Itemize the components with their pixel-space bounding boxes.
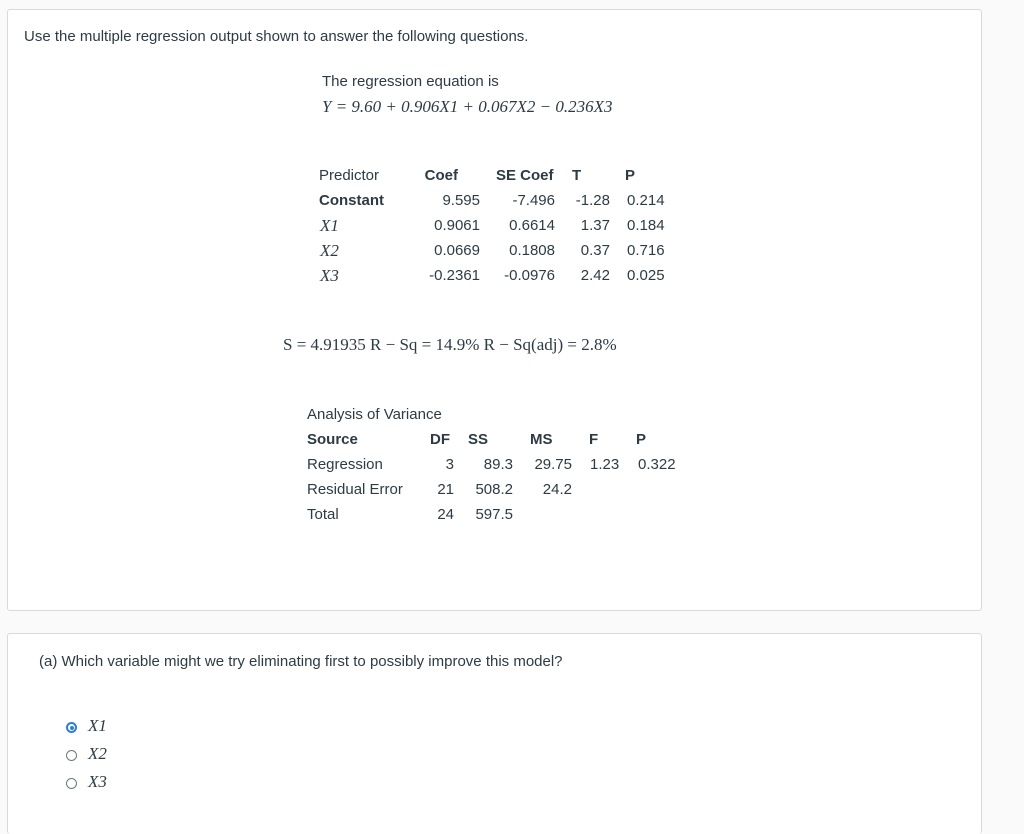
coef-row-coef: 9.595 — [442, 192, 480, 209]
anova-title: Analysis of Variance — [307, 406, 442, 423]
coef-row-coef: 0.9061 — [434, 217, 480, 234]
coef-header-secoef: SE Coef — [496, 167, 554, 184]
coef-row-secoef: -0.0976 — [504, 267, 555, 284]
anova-row-p: 0.322 — [638, 456, 676, 473]
anova-row-ms: 24.2 — [542, 481, 572, 498]
coef-row-p: 0.716 — [627, 242, 665, 259]
anova-row-f: 1.23 — [590, 456, 620, 473]
anova-header-p: P — [636, 431, 647, 448]
coef-row-p: 0.214 — [627, 192, 665, 209]
coef-row-coef: -0.2361 — [429, 267, 480, 284]
radio-x1-selected[interactable] — [66, 722, 77, 733]
coef-row-predictor: Constant — [319, 192, 384, 209]
anova-row-ss: 597.5 — [475, 506, 513, 523]
coef-row-t: 0.37 — [580, 242, 610, 259]
coef-header-predictor: Predictor — [319, 167, 380, 184]
coef-row-secoef: -7.496 — [512, 192, 555, 209]
coef-row-p: 0.184 — [627, 217, 665, 234]
coef-row-secoef: 0.6614 — [509, 217, 555, 234]
radio-x2[interactable] — [66, 750, 77, 761]
anova-row-df: 24 — [437, 506, 454, 523]
anova-header-source: Source — [307, 431, 358, 448]
anova-row-ms: 29.75 — [534, 456, 572, 473]
coef-row-t: -1.28 — [575, 192, 610, 209]
anova-row-source: Residual Error — [307, 481, 403, 498]
coef-row-secoef: 0.1808 — [509, 242, 555, 259]
option-label[interactable]: X1 — [88, 716, 107, 735]
equation-heading: The regression equation is — [322, 73, 499, 90]
option-label[interactable]: X3 — [88, 772, 107, 791]
anova-row-ss: 89.3 — [483, 456, 513, 473]
coef-header-p: P — [625, 167, 636, 184]
anova-header-ss: SS — [468, 431, 489, 448]
coef-row-coef: 0.0669 — [434, 242, 480, 259]
anova-row-source: Total — [307, 506, 339, 523]
anova-header-ms: MS — [530, 431, 553, 448]
option-label[interactable]: X2 — [88, 744, 107, 763]
anova-row-df: 21 — [437, 481, 454, 498]
anova-header-df: DF — [430, 431, 450, 448]
coef-row-predictor: X3 — [320, 266, 339, 285]
coef-row-predictor: X1 — [320, 216, 339, 235]
coef-header-t: T — [572, 167, 582, 184]
coef-row-t: 2.42 — [580, 267, 610, 284]
radio-x3[interactable] — [66, 778, 77, 789]
anova-row-source: Regression — [307, 456, 383, 473]
anova-header-f: F — [589, 431, 599, 448]
coef-row-predictor: X2 — [320, 241, 339, 260]
summary-stats: S = 4.91935 R − Sq = 14.9% R − Sq(adj) = 2.8% — [283, 335, 617, 354]
part-a-question: (a) Which variable might we try eliminating first to possibly improve this model? — [39, 653, 563, 670]
coef-row-t: 1.37 — [580, 217, 610, 234]
instructions-text: Use the multiple regression output shown to answer the following questions. — [24, 28, 529, 45]
coef-header-coef: Coef — [424, 167, 458, 184]
coef-row-p: 0.025 — [627, 267, 665, 284]
anova-row-df: 3 — [445, 456, 454, 473]
regression-equation: Y = 9.60 + 0.906X1 + 0.067X2 − 0.236X3 — [322, 97, 613, 116]
anova-row-ss: 508.2 — [475, 481, 513, 498]
